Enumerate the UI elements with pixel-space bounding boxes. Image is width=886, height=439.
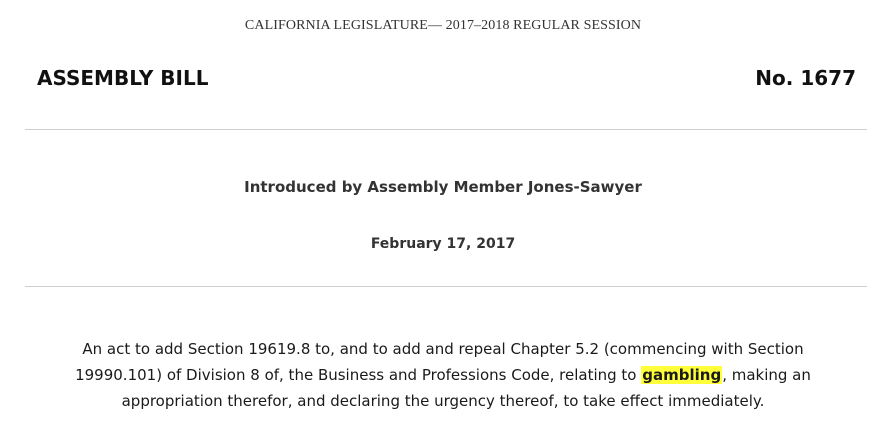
digest-text-after: , making an appropriation therefor, and declaring the urgency thereof, to take effect immediately.	[121, 366, 811, 410]
bill-title-text	[40, 336, 846, 414]
bill-number: No. 1677	[755, 66, 856, 90]
bill-title-row	[37, 66, 856, 90]
digest-text-before: An act to add Section 19619.8 to, and to add and repeal Chapter 5.2 (commencing with Section 19990.101) of Division 8 of, the Business and Professions Code, relating to	[75, 340, 804, 384]
bill-type: ASSEMBLY BILL	[37, 66, 209, 90]
introduced-by: Introduced by Assembly Member Jones-Sawyer	[244, 178, 642, 196]
divider-bottom	[25, 286, 867, 287]
introduced-date: February 17, 2017	[370, 236, 516, 252]
divider-top	[25, 129, 867, 130]
session-heading: CALIFORNIA LEGISLATURE— 2017–2018 REGULAR SESSION	[244, 18, 642, 33]
search-highlight: gambling	[642, 366, 722, 384]
